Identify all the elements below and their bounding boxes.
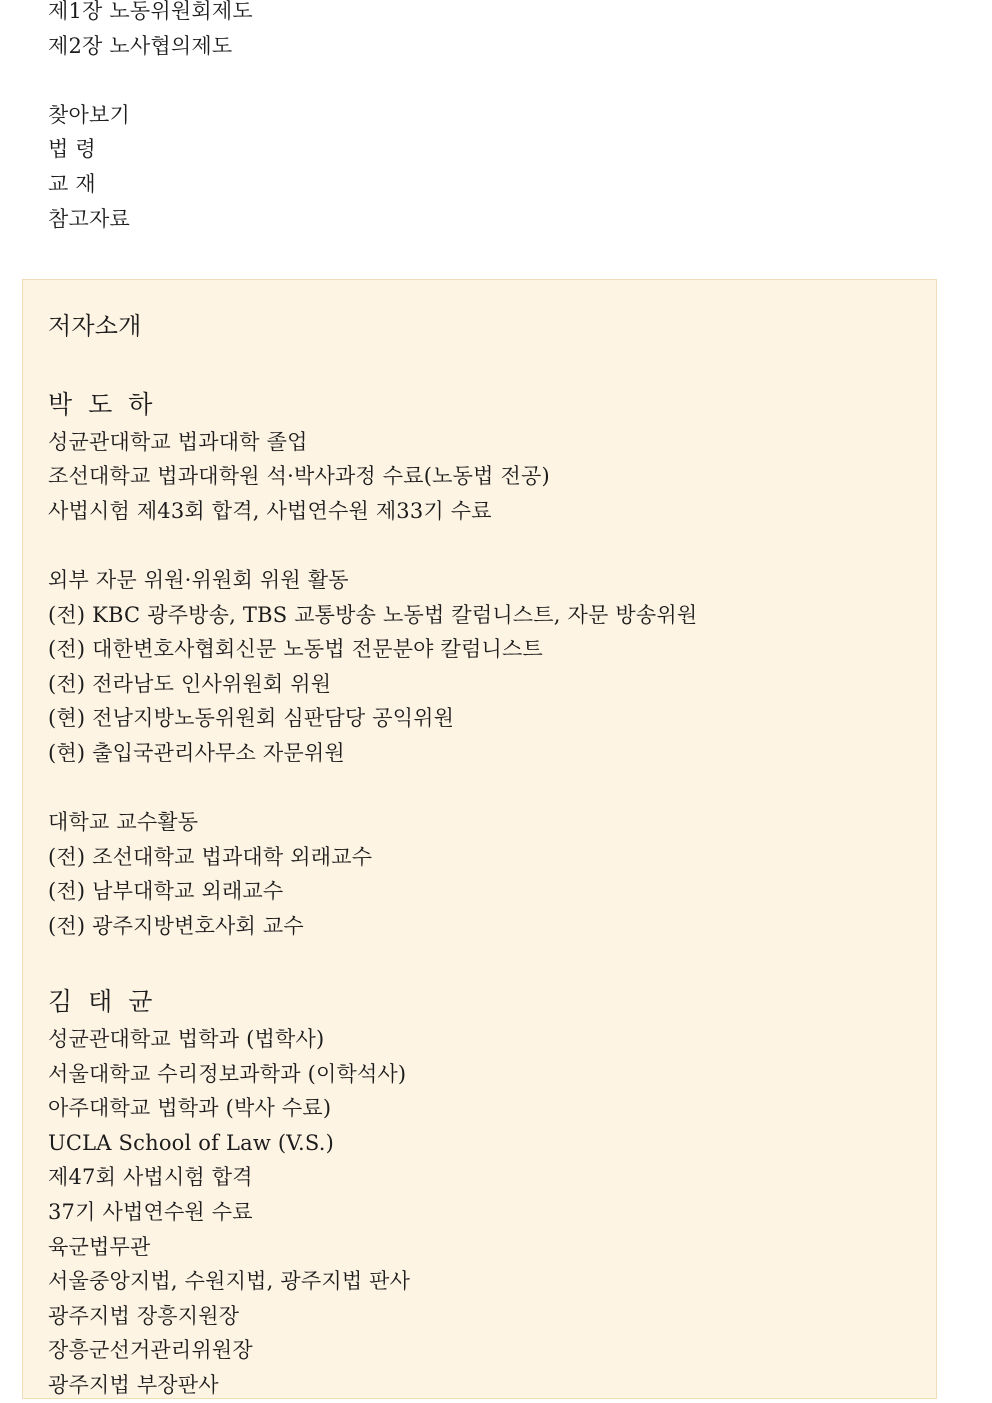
advisory-item: (전) KBC 광주방송, TBS 교통방송 노동법 칼럼니스트, 자문 방송위원 bbox=[48, 602, 698, 627]
toc-chapter: 제2장 노사협의제도 bbox=[48, 33, 233, 58]
author-name: 김 태 균 bbox=[48, 987, 157, 1017]
teaching-item: (전) 조선대학교 법과대학 외래교수 bbox=[48, 844, 373, 869]
table-of-contents bbox=[48, 0, 253, 236]
career-item: 성균관대학교 법학과 (법학사) bbox=[48, 1027, 325, 1052]
career-item: 서울대학교 수리정보과학과 (이학석사) bbox=[48, 1061, 407, 1086]
author-intro-title: 저자소개 bbox=[48, 312, 142, 340]
author-intro-content bbox=[48, 306, 697, 1403]
career-item: 육군법무관 bbox=[48, 1234, 151, 1259]
author-education-item: 조선대학교 법과대학원 석·박사과정 수료(노동법 전공) bbox=[48, 464, 550, 489]
career-item: 광주지법 장흥지원장 bbox=[48, 1303, 240, 1328]
advisory-heading: 외부 자문 위원·위원회 위원 활동 bbox=[48, 567, 349, 592]
career-item: 제47회 사법시험 합격 bbox=[48, 1165, 253, 1190]
toc-appendix-item: 찾아보기 bbox=[48, 102, 130, 127]
author-education-item: 사법시험 제43회 합격, 사법연수원 제33기 수료 bbox=[48, 498, 492, 523]
advisory-item: (전) 대한변호사협회신문 노동법 전문분야 칼럼니스트 bbox=[48, 637, 543, 662]
advisory-item: (현) 전남지방노동위원회 심판담당 공익위원 bbox=[48, 706, 455, 731]
teaching-item: (전) 남부대학교 외래교수 bbox=[48, 879, 284, 904]
career-item: 광주지법 부장판사 bbox=[48, 1373, 219, 1398]
toc-appendix-item: 교 재 bbox=[48, 171, 96, 196]
career-item: UCLA School of Law (V.S.) bbox=[48, 1130, 334, 1155]
career-item: 서울중앙지법, 수원지법, 광주지법 판사 bbox=[48, 1269, 411, 1294]
career-item: 장흥군선거관리위원장 bbox=[48, 1338, 253, 1363]
author-intro-box bbox=[22, 279, 937, 1399]
toc-appendix-item: 법 령 bbox=[48, 137, 96, 162]
author-name: 박 도 하 bbox=[48, 389, 157, 419]
author-education-item: 성균관대학교 법과대학 졸업 bbox=[48, 429, 308, 454]
advisory-item: (현) 출입국관리사무소 자문위원 bbox=[48, 740, 345, 765]
toc-chapter: 제1장 노동위원회제도 bbox=[48, 0, 253, 23]
teaching-item: (전) 광주지방변호사회 교수 bbox=[48, 913, 304, 938]
career-item: 아주대학교 법학과 (박사 수료) bbox=[48, 1096, 332, 1121]
teaching-heading: 대학교 교수활동 bbox=[48, 810, 199, 835]
career-item: 37기 사법연수원 수료 bbox=[48, 1200, 253, 1225]
toc-appendix-item: 참고자료 bbox=[48, 206, 130, 231]
advisory-item: (전) 전라남도 인사위원회 위원 bbox=[48, 671, 332, 696]
